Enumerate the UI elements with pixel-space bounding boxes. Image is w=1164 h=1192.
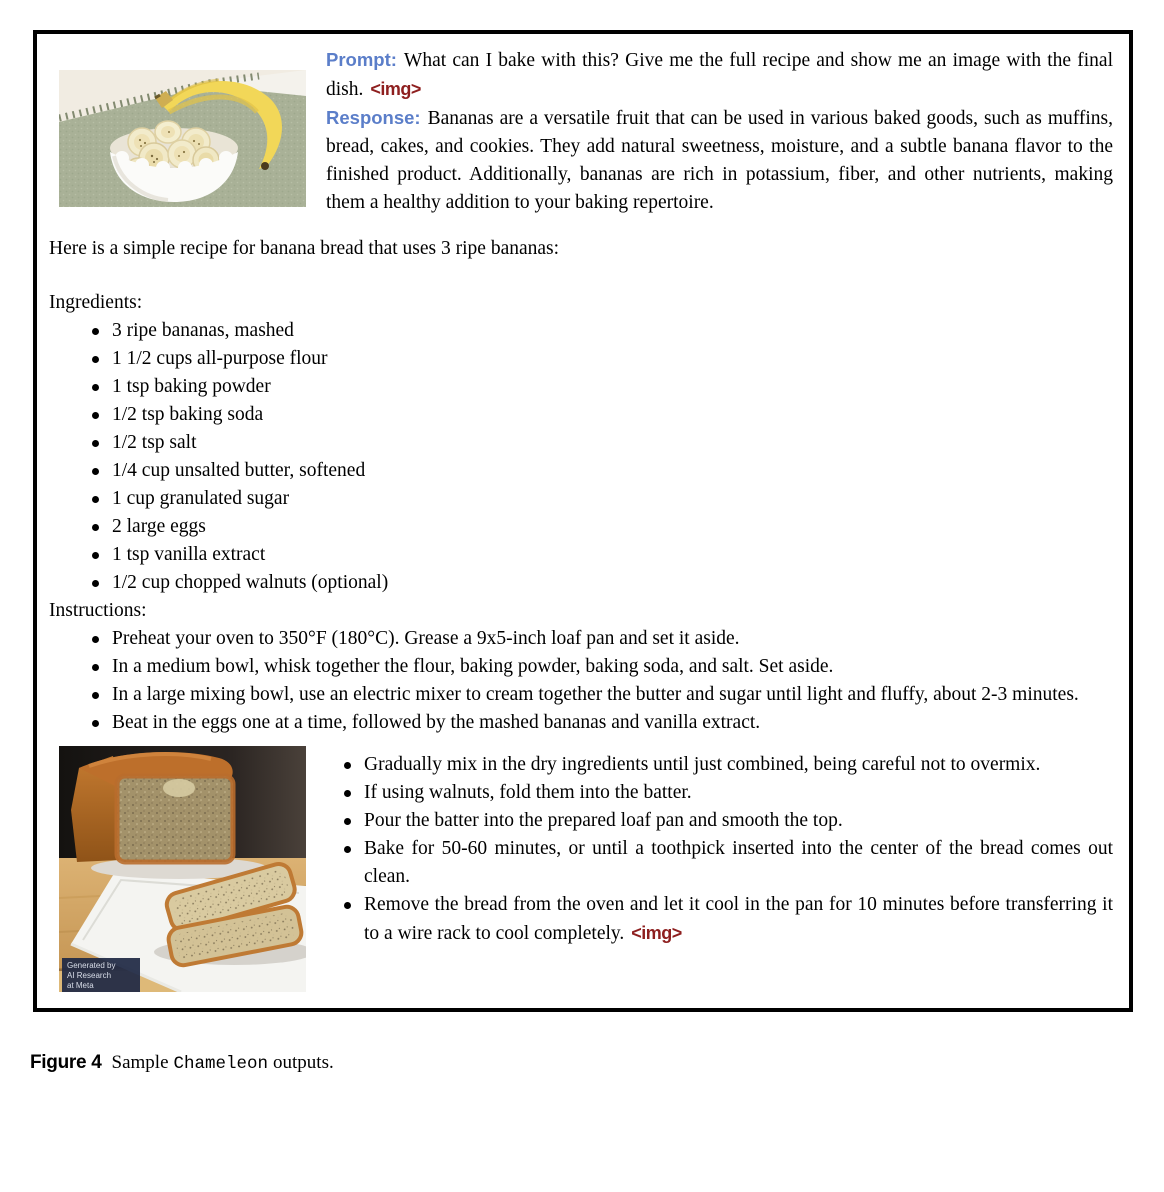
watermark-line: Generated by [67,961,116,970]
instruction-item: Beat in the eggs one at a time, followed by the mashed bananas and vanilla extract. [92,709,1113,737]
ingredient-item: 1 1/2 cups all-purpose flour [92,345,1113,373]
ingredient-item: 1 cup granulated sugar [92,485,1113,513]
prompt-response-row [49,46,1113,217]
instructions-continued-column [344,746,1113,948]
ingredient-item: 1/2 tsp baking soda [92,401,1113,429]
banana-chunk [163,779,195,797]
banana-bread-photo [59,746,306,992]
response-text: Bananas are a versatile fruit that can be used in various baked goods, such as muffins, bread, cakes, and cookies. They add natural sweetness, moisture, and a subtle banana flavor to the finished product. Additionally, bananas are rich in potassium, fiber, and other nutrients, making them a healthy addition to your baking repertoire. [326,108,1113,213]
ingredient-item: 1 tsp baking powder [92,373,1113,401]
figure-caption-label: Figure 4 [30,1052,102,1073]
instructions-heading: Instructions: [49,600,147,621]
bread-photo-row [49,746,1113,992]
banana-bread-loaf [71,752,233,862]
response-label: Response: [326,107,421,128]
ingredient-item: 1/2 cup chopped walnuts (optional) [92,569,1113,597]
ingredient-item: 2 large eggs [92,513,1113,541]
instruction-item: Gradually mix in the dry ingredients until just combined, being careful not to overmix. [344,751,1113,779]
instructions-continued-list [344,751,1113,948]
figure-caption [30,1052,1164,1074]
img-token: <img> [370,79,421,99]
ingredient-item: 1/4 cup unsalted butter, softened [92,457,1113,485]
bananas-photo [59,70,306,207]
ingredients-list [49,317,1113,597]
instruction-item: In a medium bowl, whisk together the flour, baking powder, baking soda, and salt. Set aside. [92,653,1113,681]
response-paragraph [326,104,1113,217]
final-instruction-text: Remove the bread from the oven and let it cool in the pan for 10 minutes before transferring it to a wire rack to cool completely. [364,894,1113,944]
ingredients-heading: Ingredients: [49,292,143,313]
meta-ai-watermark [62,958,140,992]
prompt-text: What can I bake with this? Give me the full recipe and show me an image with the final dish. [326,50,1113,100]
instruction-item: Preheat your oven to 350°F (180°C). Grease a 9x5-inch loaf pan and set it aside. [92,625,1113,653]
instructions-list [49,625,1113,737]
recipe-intro: Here is a simple recipe for banana bread that uses 3 ripe bananas: [49,238,560,259]
watermark-line: AI Research [67,971,112,980]
watermark-line: at Meta [67,981,94,990]
prompt-paragraph [326,46,1113,104]
figure-caption-model-name: Chameleon [173,1054,269,1074]
instruction-item: Bake for 50-60 minutes, or until a toothpick inserted into the center of the bread comes out clean. [344,835,1113,891]
ingredient-item: 3 ripe bananas, mashed [92,317,1113,345]
instruction-item: If using walnuts, fold them into the batter. [344,779,1113,807]
ingredient-item: 1 tsp vanilla extract [92,541,1113,569]
figure-caption-text: outputs. [273,1052,334,1073]
instruction-item-final [344,891,1113,948]
figure-panel [33,30,1133,1012]
instruction-item: Pour the batter into the prepared loaf pan and smooth the top. [344,807,1113,835]
img-token: <img> [631,923,682,943]
prompt-label: Prompt: [326,49,397,70]
ingredient-item: 1/2 tsp salt [92,429,1113,457]
figure-caption-text: Sample [111,1052,169,1073]
prompt-response-text [326,46,1113,217]
instruction-item: In a large mixing bowl, use an electric mixer to cream together the butter and sugar until light and fluffy, about 2-3 minutes. [92,681,1113,709]
